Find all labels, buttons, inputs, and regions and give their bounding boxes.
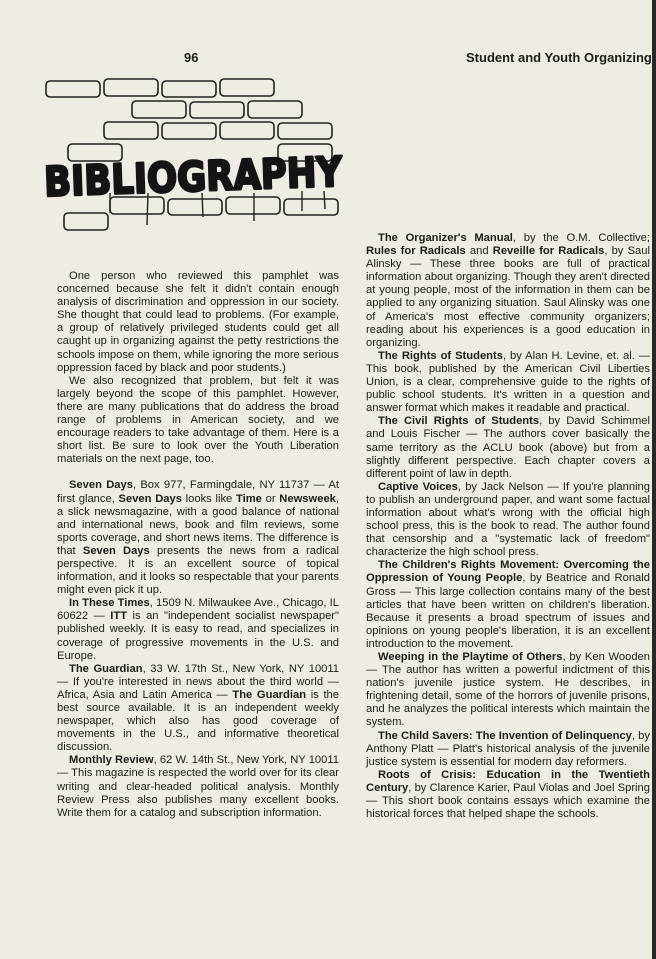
brick bbox=[284, 199, 338, 215]
bibliography-graffiti-text: BIBLIOGRAPHY bbox=[43, 146, 390, 207]
intro-paragraph: We also recognized that problem, but felt it was largely beyond the scope of this pamphlet. However, there are many publications that do address the broad range of problems in American society, and we encourage readers to take advantage of them. Here is a short list. Be sure to look over the Youth Liberation materials on the next page, too. bbox=[57, 374, 339, 466]
brick bbox=[278, 123, 332, 139]
brick bbox=[104, 122, 158, 139]
bibliography-entry bbox=[366, 481, 650, 560]
entry-title: Time bbox=[236, 492, 262, 505]
entry-text: is the best source available. It is an independent weekly newspaper, which also has good coverage of movements in the U.S., and informative theoretical discussion. bbox=[57, 688, 339, 754]
brick bbox=[162, 81, 216, 97]
brick bbox=[64, 213, 108, 230]
entry-text: , by Beatrice and Ronald Gross — This large collection contains many of the best articles that have been written on children's liberation. Because it presents a broad spectrum of issues and opinions on young people's liberation, it is an excellent introduction to the movement. bbox=[366, 572, 650, 650]
entry-text: and bbox=[465, 245, 493, 258]
entry-title: Seven Days bbox=[118, 492, 182, 505]
bibliography-entry bbox=[366, 559, 650, 651]
entry-text: , 1509 N. Milwaukee Ave., Chicago, IL 60622 — bbox=[57, 597, 340, 623]
entry-text: , by David Schimmel and Louis Fischer — The authors cover basically the same territory as the ACLU book (above) but from a slightly different perspective. Each chapter covers a different point of law in depth. bbox=[366, 415, 650, 480]
entry-text: , by the O.M. Collective; bbox=[512, 232, 650, 244]
brick bbox=[46, 81, 100, 97]
entry-text: , by Alan H. Levine, et. al. — This book, published by the American Civil Liberties Union, is a clear, comprehensive guide to the rights of public school students. It's written in a question and answer format which makes it readable and practical. bbox=[366, 349, 650, 415]
left-column bbox=[57, 270, 339, 820]
entry-text: , by Jack Nelson — If you're planning to publish an underground paper, and want some factual information about what's wrong with the official high school press, this is the book to read. The author found that censorship and a "systematic lack of freedom" characterize the high school press. bbox=[366, 480, 650, 559]
entry-title: The Civil Rights of Students bbox=[378, 415, 540, 428]
bibliography-entry bbox=[366, 350, 650, 415]
bibliography-entry bbox=[366, 769, 650, 821]
brick bbox=[248, 101, 302, 118]
entry-text: is an "independent socialist newspaper" published weekly. It is easy to read, and specializes in coverage of progressive movements in the U.S. and Europe. bbox=[57, 610, 340, 662]
entry-text: , Box 977, Farmingdale, NY 11737 — At first glance, bbox=[57, 479, 339, 505]
entry-text: , 33 W. 17th St., New York, NY 10011 — If you're interested in news about the third world — Africa, Asia and Latin America — bbox=[57, 662, 339, 701]
entry-title: In These Times bbox=[69, 597, 150, 610]
books-list bbox=[366, 232, 650, 821]
scanned-page-edge bbox=[652, 0, 656, 959]
entry-title: Seven Days bbox=[69, 479, 133, 492]
entry-title: The Guardian bbox=[232, 688, 307, 701]
brick bbox=[226, 197, 280, 214]
entry-title: ITT bbox=[110, 610, 128, 623]
entry-text: or bbox=[261, 492, 280, 505]
periodicals-list bbox=[57, 479, 339, 819]
entry-title: Newsweek bbox=[279, 492, 336, 505]
entry-title: Monthly Review bbox=[69, 754, 154, 767]
bibliography-brick-wall-illustration bbox=[40, 75, 390, 235]
entry-title: The Organizer's Manual bbox=[378, 232, 513, 244]
bibliography-entry bbox=[57, 663, 339, 755]
entry-title: The Guardian bbox=[69, 662, 143, 675]
entry-title: Rules for Radicals bbox=[366, 245, 466, 258]
bibliography-entry bbox=[57, 479, 339, 597]
entry-text: , by Saul Alinsky — These three books are full of practical information about organizing. Though they aren't directed at young people, most of the information in them can be applied to any organizing situation. Saul Alinsky was one of America's most effective community organizers; reading about his experiences is a good education in organizing. bbox=[366, 245, 650, 349]
entry-title: Captive Voices bbox=[378, 480, 458, 493]
bibliography-entry bbox=[366, 232, 650, 350]
right-column bbox=[366, 232, 650, 821]
brick bbox=[162, 123, 216, 139]
brick bbox=[220, 79, 274, 96]
intro-paragraph: One person who reviewed this pamphlet was concerned because she felt it didn't contain enough analysis of discrimination and oppression in our society. She thought that could lead to problems. (For example, a group of relatively privileged students could get all caught up in organizing against the petty restrictions the schools impose on them, while ignoring the more serious oppression faced by black and poor students.) bbox=[57, 270, 339, 374]
bibliography-entry bbox=[57, 754, 339, 819]
entry-title: The Child Savers: The Invention of Delinquency bbox=[378, 729, 632, 742]
entry-title: The Rights of Students bbox=[378, 349, 503, 362]
entry-title: Roots of Crisis: Education in the Twentieth Century bbox=[366, 768, 650, 794]
bibliography-entry bbox=[366, 730, 650, 769]
entry-text: , 62 W. 14th St., New York, NY 10011 — This magazine is respected the world over for its clear writing and clear-headed political analysis. Monthly Review Press also publishes many excellent books. Write them for a catalog and subscription information. bbox=[57, 754, 339, 819]
brick bbox=[190, 102, 244, 118]
entry-text: , by Clarence Karier, Paul Violas and Joel Spring — This short book contains essays which examine the historical forces that helped shape the schools. bbox=[366, 781, 650, 821]
entry-text: , by Anthony Platt — Platt's historical analysis of the juvenile justice system is essential for modern day reformers. bbox=[366, 729, 650, 768]
running-head: Student and Youth Organizing bbox=[466, 50, 652, 65]
brick bbox=[104, 79, 158, 96]
page-number: 96 bbox=[184, 50, 199, 65]
entry-text: presents the news from a radical perspective. It is an excellent source of topical information, and it looks so respectable that your parents might even pick it up. bbox=[57, 544, 340, 597]
entry-text: , a slick newsmagazine, with a good balance of national and international news, book and film reviews, some sports coverage, and short news items. The difference is that bbox=[57, 492, 339, 557]
entry-title: The Children's Rights Movement: Overcoming the Oppression of Young People bbox=[366, 559, 650, 585]
bibliography-entry bbox=[366, 651, 650, 730]
entry-text: , by Ken Wooden — The author has written a powerful indictment of this nation's juvenile justice system. He describes, in frightening detail, some of the horrors of juvenile prisons, and he analyzes the political interests which maintain the system. bbox=[366, 651, 651, 729]
entry-title: Seven Days bbox=[82, 544, 150, 557]
bibliography-entry bbox=[57, 597, 339, 662]
brick bbox=[132, 101, 186, 118]
bibliography-entry bbox=[366, 415, 650, 480]
brick bbox=[220, 122, 274, 139]
entry-text: looks like bbox=[181, 492, 236, 505]
entry-title: Reveille for Radicals bbox=[492, 245, 605, 258]
entry-title: Weeping in the Playtime of Others bbox=[378, 651, 563, 663]
